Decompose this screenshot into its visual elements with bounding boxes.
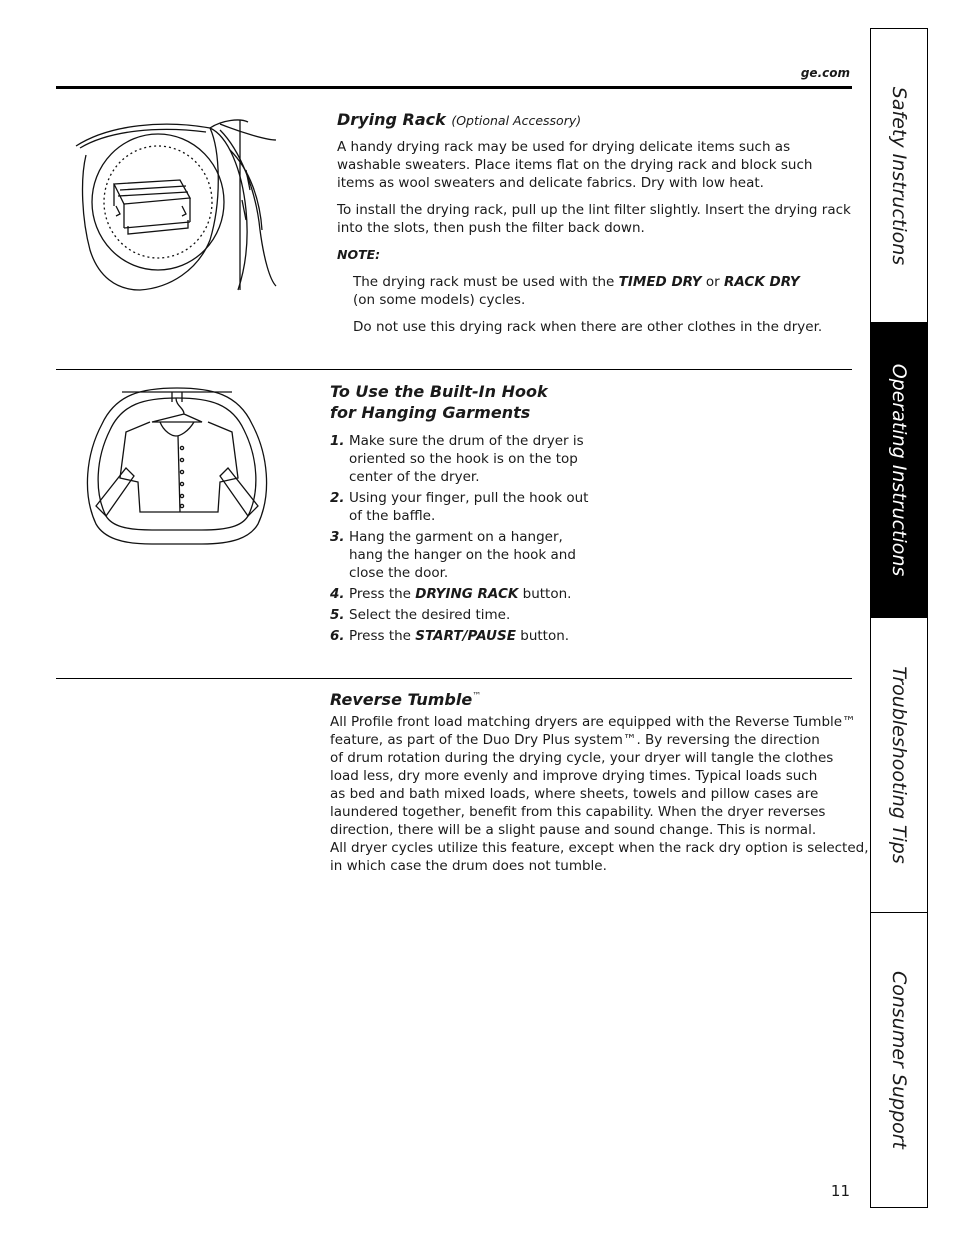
- note-1-text-a: The drying rack must be used with the: [353, 274, 619, 290]
- reverse-line: All dryer cycles utilize this feature, except when the rack dry option is selected,: [330, 840, 869, 856]
- note-1-rack-dry: RACK DRY: [724, 274, 800, 290]
- tab-safety-instructions[interactable]: [871, 29, 927, 323]
- reverse-line: in which case the drum does not tumble.: [330, 858, 607, 874]
- hook-title-line-2: for Hanging Garments: [330, 403, 531, 422]
- hook-steps-list: [330, 432, 590, 645]
- reverse-tumble-title: Reverse Tumble: [330, 690, 473, 709]
- drying-rack-paragraph-2: To install the drying rack, pull up the lint filter slightly. Insert the drying rack into the slots, then push the filter back down.: [337, 202, 851, 236]
- note-1-text-b: or: [701, 274, 724, 290]
- tab-operating-instructions[interactable]: [871, 323, 927, 618]
- reverse-line: All Profile front load matching dryers are equipped with the Reverse Tumble™: [330, 714, 856, 730]
- note-label: NOTE:: [337, 247, 381, 262]
- reverse-line: of drum rotation during the drying cycle, your dryer will tangle the clothes: [330, 750, 834, 766]
- section-tabs: [870, 28, 928, 1208]
- step-number: 5.: [330, 607, 345, 623]
- step-number: 2.: [330, 490, 345, 506]
- step-text: Make sure the drum of the dryer is oriented so the hook is on the top center of the dryer.: [349, 433, 584, 485]
- hook-step: [330, 585, 590, 603]
- drying-rack-heading: [337, 110, 852, 129]
- hook-heading: [330, 381, 590, 423]
- section-divider-1: [56, 369, 852, 370]
- tab-safety-label: Safety Instructions: [888, 86, 910, 265]
- step-text: Select the desired time.: [349, 607, 511, 623]
- hook-step: [330, 606, 590, 624]
- drying-rack-button-label: DRYING RACK: [415, 586, 519, 602]
- reverse-line: as bed and bath mixed loads, where sheets, towels and pillow cases are: [330, 786, 819, 802]
- step-text: Press the: [349, 628, 416, 644]
- section-divider-2: [56, 678, 852, 679]
- step-text: Hang the garment on a hanger, hang the hanger on the hook and close the door.: [349, 529, 576, 581]
- hook-step: [330, 489, 590, 525]
- reverse-line: feature, as part of the Duo Dry Plus system™. By reversing the direction: [330, 732, 820, 748]
- reverse-line: direction, there will be a slight pause and sound change. This is normal.: [330, 822, 817, 838]
- step-number: 6.: [330, 628, 345, 644]
- drying-rack-title: Drying Rack: [337, 110, 446, 129]
- step-text: Press the: [349, 586, 416, 602]
- drying-rack-subtitle: (Optional Accessory): [451, 113, 582, 128]
- reverse-line: laundered together, benefit from this capability. When the dryer reverses: [330, 804, 826, 820]
- reverse-tumble-body: [330, 713, 869, 875]
- tab-support-label: Consumer Support: [888, 970, 910, 1150]
- header-rule: [56, 86, 852, 89]
- hook-step: [330, 528, 590, 582]
- site-url: ge.com: [800, 66, 850, 80]
- tab-troubleshooting-label: Troubleshooting Tips: [888, 666, 910, 864]
- tab-troubleshooting-tips[interactable]: [871, 618, 927, 913]
- step-number: 3.: [330, 529, 345, 545]
- note-1-text-c: (on some models) cycles.: [353, 292, 526, 308]
- hanging-garment-illustration: [82, 384, 272, 548]
- trademark-symbol: ™: [472, 691, 482, 702]
- hook-step: [330, 432, 590, 486]
- drying-rack-illustration: [70, 110, 282, 296]
- step-number: 4.: [330, 586, 345, 602]
- hook-step: [330, 627, 590, 645]
- reverse-line: load less, dry more evenly and improve drying times. Typical loads such: [330, 768, 818, 784]
- page-number: 11: [830, 1182, 850, 1200]
- step-text: Using your finger, pull the hook out of the baffle.: [349, 490, 589, 524]
- note-item-2: Do not use this drying rack when there are other clothes in the dryer.: [353, 319, 823, 335]
- step-text-end: button.: [515, 628, 570, 644]
- tab-operating-label: Operating Instructions: [888, 363, 910, 577]
- tab-consumer-support[interactable]: [871, 913, 927, 1207]
- note-item-1: [353, 273, 852, 309]
- hook-title-line-1: To Use the Built-In Hook: [330, 382, 548, 401]
- drying-rack-paragraph-1: A handy drying rack may be used for drying delicate items such as washable sweaters. Place items flat on the drying rack and block such items as wool sweaters and delicate fabrics. Dry with low heat.: [337, 139, 813, 191]
- note-1-timed-dry: TIMED DRY: [618, 274, 702, 290]
- step-text-end: button.: [518, 586, 572, 602]
- step-number: 1.: [330, 433, 345, 449]
- start-pause-button-label: START/PAUSE: [415, 628, 516, 644]
- reverse-tumble-heading: [330, 690, 855, 709]
